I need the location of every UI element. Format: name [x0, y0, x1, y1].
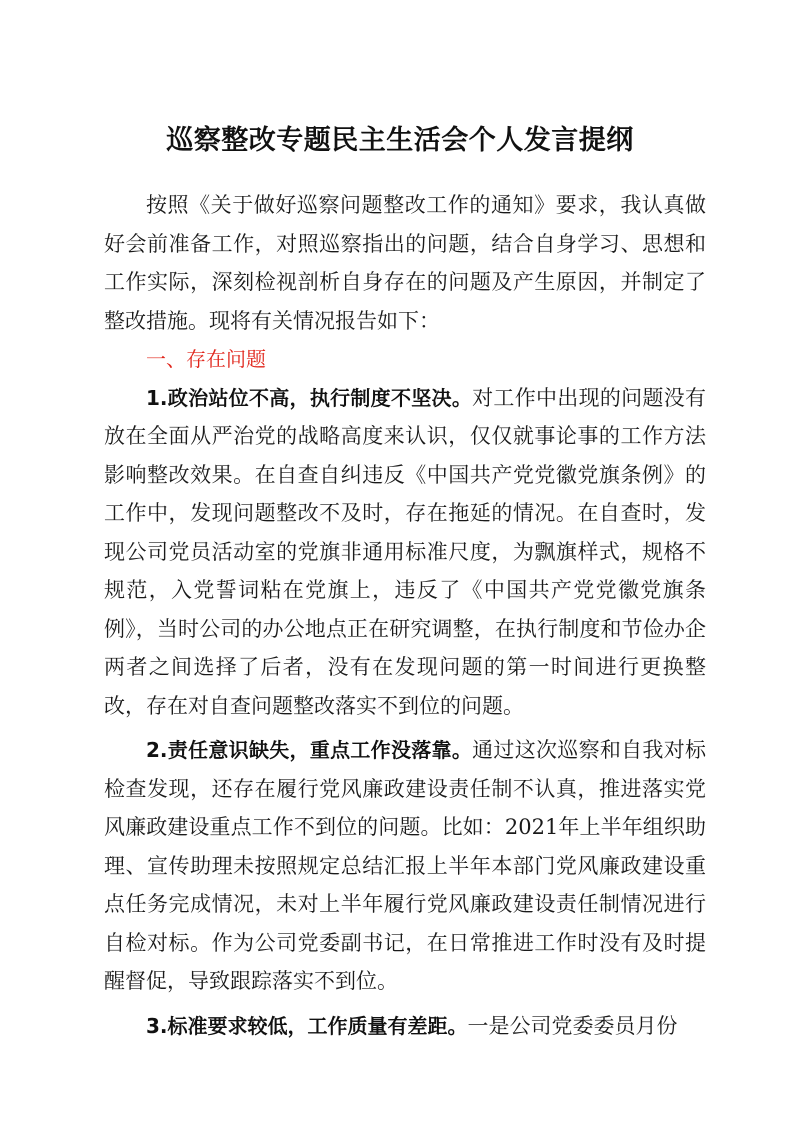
- problem-item-2-text: 通过这次巡察和自我对标检查发现，还存在履行党风廉政建设责任制不认真，推进落实党风廉政建设重点工作不到位的问题。比如：2021年上半年组织助理、宣传助理未按照规定总结汇报上半年本部门党风廉政建设重点任务完成情况，未对上半年履行党风廉政建设责任制情况进行自检对标。作为公司党委副书记，在日常推进工作时没有及时提醒督促，导致跟踪落实不到位。: [104, 738, 707, 993]
- section-heading-problems: 一、存在问题: [146, 347, 266, 371]
- intro-paragraph: 按照《关于做好巡察问题整改工作的通知》要求，我认真做好会前准备工作，对照巡察指出的问题，结合自身学习、思想和工作实际，深刻检视剖析自身存在的问题及产生原因，并制定了整改措施。现将有关情况报告如下：: [104, 193, 706, 333]
- problem-item-3-lead: 3.标准要求较低，工作质量有差距。: [146, 1013, 468, 1038]
- problem-item-2: [104, 731, 706, 1001]
- document-body: [104, 186, 706, 1045]
- problem-item-1-text: 对工作中出现的问题没有放在全面从严治党的战略高度来认识，仅仅就事论事的工作方法影响整改效果。在自查自纠违反《中国共产党党徽党旗条例》的工作中，发现问题整改不及时，存在拖延的情况。在自查时，发现公司党员活动室的党旗非通用标准尺度，为飘旗样式，规格不规范，入党誓词粘在党旗上，违反了《中国共产党党徽党旗条例》，当时公司的办公地点正在研究调整，在执行制度和节俭办企两者之间选择了后者，没有在发现问题的第一时间进行更换整改，存在对自查问题整改落实不到位的问题。: [104, 385, 707, 718]
- problem-item-2-lead: 2.责任意识缺失，重点工作没落靠。: [146, 738, 473, 762]
- problem-item-1-lead: 1.政治站位不高，执行制度不坚决。: [146, 385, 473, 410]
- problem-item-3-text: 一是公司党委委员月份: [467, 1013, 678, 1038]
- problem-item-1: [104, 379, 706, 726]
- document-title: 巡察整改专题民主生活会个人发言提纲: [166, 125, 634, 156]
- problem-item-3: [104, 1007, 706, 1046]
